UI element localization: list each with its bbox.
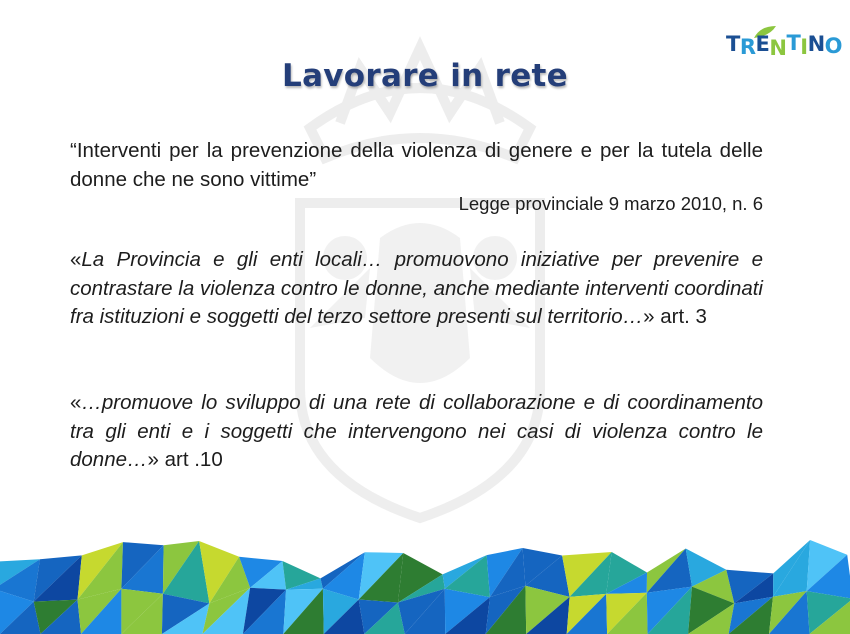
law-quote: “Interventi per la prevenzione della violenza di genere e per la tutela delle donne che ne sono vittime” [70, 139, 763, 191]
logo-letter: T [726, 32, 740, 56]
article-3-paragraph [70, 246, 763, 332]
page-title: Lavorare in rete [282, 58, 568, 94]
logo-letter: T [786, 31, 801, 55]
logo-letter: N [769, 36, 787, 60]
decorative-mosaic-footer [0, 524, 850, 634]
logo-letter: R [739, 35, 756, 59]
law-reference: Legge provinciale 9 marzo 2010, n. 6 [458, 193, 763, 214]
article-3-text: La Provincia e gli enti locali… promuovono iniziative per prevenire e contrastare la violenza contro le donne, anche mediante interventi coordinati fra istituzioni e soggetti del terzo settore presenti sul territorio… [70, 248, 763, 328]
logo-letter: N [807, 32, 825, 56]
article-10-text: …promuove lo sviluppo di una rete di collaborazione e di coordinamento tra gli enti e i soggetti che intervengono nei casi di violenza contro le donne… [70, 391, 763, 471]
logo-letter: O [824, 34, 843, 58]
article-10-reference: » art .10 [147, 448, 223, 471]
logo-letter: I [800, 35, 808, 59]
open-quote-mark: « [70, 391, 82, 414]
article-3-reference: » art. 3 [643, 305, 707, 328]
article-10-paragraph [70, 389, 763, 475]
logo-letter: E [755, 32, 770, 56]
open-quote-mark: « [70, 248, 82, 271]
logo-wordmark [726, 31, 843, 60]
